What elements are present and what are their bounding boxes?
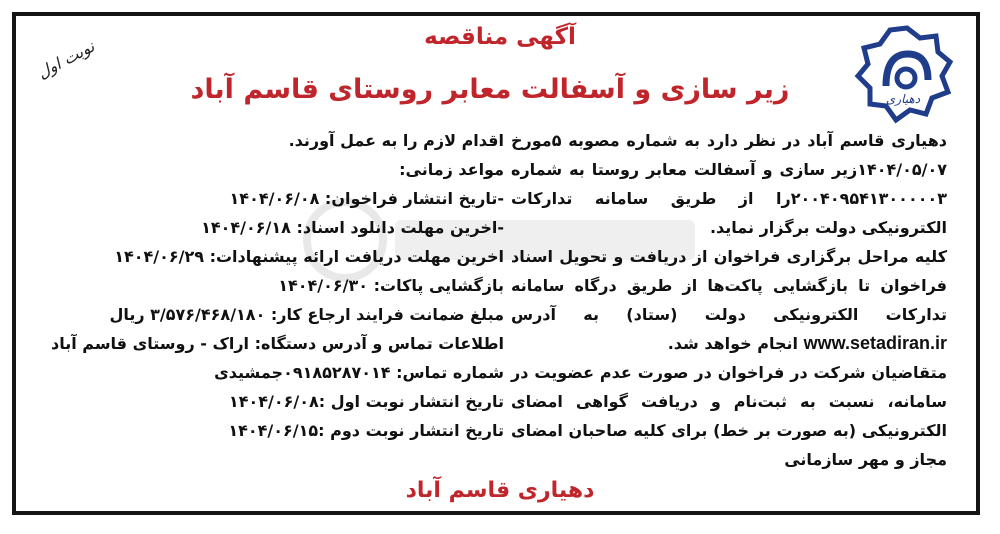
paragraph-registration: متقاضیان شرکت در فراخوان در صورت عدم عضویت در سامانه، نسبت به ثبت‌نام و دریافت گواهی امضای الکترونیکی (به صورت بر خط) برای کلیه صاحبان امضای مجاز و مهر سازمانی [511,363,947,469]
schedule-heading: مواعد زمانی: [399,160,504,179]
body-right-column [511,126,947,474]
logo-caption: دهیاری [885,92,921,106]
continuation-text: اقدام لازم را به عمل آورند. [288,131,504,150]
contact-info: اطلاعات تماس و آدرس دستگاه: اراک - روستای قاسم آباد [50,334,504,353]
first-publication: تاریخ انتشار نوبت اول :۱۴۰۴/۰۶/۰۸ [228,392,504,411]
second-publication: تاریخ انتشار نوبت دوم :۱۴۰۴/۰۶/۱۵ [228,421,504,440]
ad-subtitle: زیر سازی و آسفالت معابر روستای قاسم آباد [190,74,790,105]
ad-title: آگهی مناقصه [424,24,576,50]
phone-number: شماره تماس: ۰۹۱۸۵۲۸۷۰۱۴جمشیدی [214,363,504,382]
issue-note: نوبت اول [34,36,98,83]
signature: دهیاری قاسم آباد [405,478,595,503]
paragraph-intro: دهیاری قاسم آباد در نظر دارد به شماره مصوبه ۵مورخ ۱۴۰۴/۰۵/۰۷زیر سازی و آسفالت معابر روستا به شماره ۲۰۰۴۰۹۵۴۱۳۰۰۰۰۰۳را از طریق سامانه تدارکات الکترونیکی دولت برگزار نماید. [511,131,947,237]
setad-url-link[interactable]: www.setadiran.ir [803,333,947,353]
bid-deadline: اخرین مهلت دریافت ارائه پیشنهادات: ۱۴۰۴/۰۶/۲۹ [114,247,504,266]
process-end-text: انجام خواهد شد. [667,334,799,353]
guarantee-amount: مبلغ ضمانت فرایند ارجاع کار: ۳/۵۷۶/۴۶۸/۱۸۰ ریال [109,305,504,324]
process-text: کلیه مراحل برگزاری فراخوان از دریافت و تحویل اسناد فراخوان تا بازگشایی پاکت‌ها از طریق درگاه سامانه تدارکات الکترونیکی دولت (ستاد) به آدرس [511,247,947,324]
dehyari-logo-icon [852,24,962,124]
publish-date: -تاریخ انتشار فراخوان: ۱۴۰۴/۰۶/۰۸ [229,189,504,208]
opening-date: بازگشایی پاکات: ۱۴۰۴/۰۶/۳۰ [278,276,504,295]
doc-deadline: -اخرین مهلت دانلود اسناد: ۱۴۰۴/۰۶/۱۸ [201,218,504,237]
body-left-column [50,126,504,445]
paragraph-process [511,242,947,358]
